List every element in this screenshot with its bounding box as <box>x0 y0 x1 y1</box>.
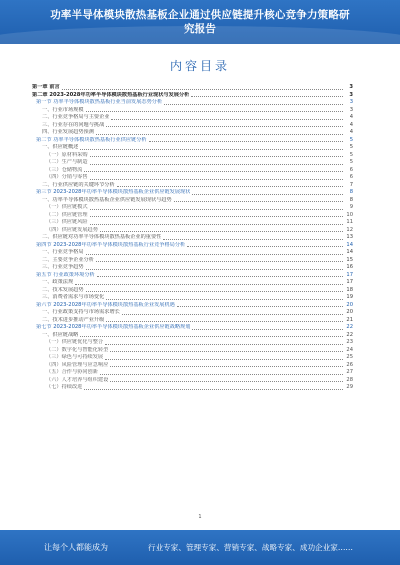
toc-entry-text: 三、行业竞争趋势 <box>42 264 84 270</box>
toc-leader-dots <box>86 291 343 292</box>
toc-entry-text: 一、政策法规 <box>42 279 74 285</box>
toc-entry-page: 17 <box>346 279 353 285</box>
toc-leader-dots <box>84 171 343 172</box>
toc-entry-page: 20 <box>346 309 353 315</box>
toc-entry[interactable] <box>32 234 353 242</box>
toc-entry-page: 7 <box>349 181 353 188</box>
toc-entry-page: 25 <box>346 354 353 360</box>
toc-entry[interactable] <box>32 167 353 175</box>
toc-entry-text: 第六节 2023-2028年功率半导体模块散热基板企业发展机遇 <box>36 301 175 308</box>
toc-entry[interactable] <box>32 227 353 235</box>
toc-entry-text: 一、供应链概述 <box>42 144 79 150</box>
toc-entry-page: 21 <box>346 316 353 323</box>
toc-entry[interactable] <box>32 377 353 385</box>
toc-leader-dots <box>84 389 343 390</box>
toc-entry-page: 3 <box>349 99 353 105</box>
toc-entry-text: 第四节 2023-2028年功率半导体模块散热基板行业竞争格局分析 <box>36 241 186 248</box>
toc-entry-page: 28 <box>346 376 353 383</box>
toc-entry-page: 24 <box>346 346 353 353</box>
toc-entry-text: 二、供应链对功率半导体模块散热基板企业的重要性 <box>42 234 162 240</box>
toc-leader-dots <box>90 216 343 217</box>
toc-entry-text: （三）供应链风险 <box>46 219 88 225</box>
table-of-contents <box>32 84 353 392</box>
footer-slogan-right: 行业专家、管理专家、营销专家、战略专家、成功企业家…… <box>148 543 354 552</box>
toc-entry-page: 15 <box>346 256 353 263</box>
toc-leader-dots <box>80 336 343 337</box>
toc-leader-dots <box>97 276 343 277</box>
toc-entry[interactable] <box>32 152 353 160</box>
toc-leader-dots <box>106 321 343 322</box>
toc-entry-text: （二）生产与制造 <box>46 159 88 165</box>
toc-entry[interactable] <box>32 129 353 137</box>
toc-entry-page: 5 <box>349 136 353 143</box>
toc-leader-dots <box>90 179 343 180</box>
toc-leader-dots <box>192 329 343 330</box>
toc-leader-dots <box>90 164 343 165</box>
toc-entry-page: 14 <box>346 241 353 248</box>
toc-leader-dots <box>164 104 343 105</box>
toc-entry-text: 一、行业市场规模 <box>42 106 84 113</box>
toc-entry-text: （二）供应链管理 <box>46 211 88 218</box>
toc-entry[interactable] <box>32 324 353 332</box>
toc-entry-page: 19 <box>346 294 353 300</box>
toc-leader-dots <box>110 381 343 382</box>
toc-entry[interactable] <box>32 257 353 265</box>
toc-entry-page: 4 <box>349 129 353 135</box>
toc-entry-page: 22 <box>346 324 353 330</box>
toc-entry-page: 3 <box>349 84 353 90</box>
toc-entry-text: 一、功率半导体模块散热基板企业供应链发展现状与趋势 <box>42 196 172 203</box>
toc-entry[interactable] <box>32 137 353 145</box>
toc-entry-page: 4 <box>349 114 353 120</box>
toc-entry[interactable] <box>32 302 353 310</box>
toc-entry-page: 3 <box>349 106 353 113</box>
toc-entry-text: （四）供应链发展趋势 <box>46 226 98 233</box>
toc-entry-text: 第二节 功率半导体模块散热基板行业供应链分析 <box>36 136 147 143</box>
toc-entry[interactable] <box>32 264 353 272</box>
toc-entry-text: （一）供应链优化与整合 <box>46 339 104 345</box>
toc-entry-text: 二、技术进步推动产业升级 <box>42 316 105 323</box>
page-number: 1 <box>198 514 202 520</box>
toc-entry-page: 11 <box>346 219 353 225</box>
toc-leader-dots <box>191 96 343 97</box>
toc-entry-text: （四）分销与零售 <box>46 174 88 180</box>
toc-leader-dots <box>111 119 343 120</box>
toc-leader-dots <box>96 134 343 135</box>
toc-entry-text: （四）风险管理与应急响应 <box>46 361 109 368</box>
toc-leader-dots <box>163 239 343 240</box>
toc-entry-page: 5 <box>349 159 353 165</box>
toc-leader-dots <box>86 254 343 255</box>
report-title-line1: 功率半导体模块散热基板企业通过供应链提升核心竞争力策略研 <box>50 9 350 21</box>
toc-leader-dots <box>192 194 343 195</box>
toc-entry[interactable] <box>32 174 353 182</box>
toc-leader-dots <box>187 246 343 247</box>
toc-entry[interactable] <box>32 339 353 347</box>
toc-entry[interactable] <box>32 369 353 377</box>
toc-entry-text: 第二章 2023-2028年功率半导体模块散热基板行业现状与发展分析 <box>32 91 190 98</box>
toc-entry-page: 6 <box>349 174 353 180</box>
toc-leader-dots <box>110 366 343 367</box>
toc-entry-text: （七）持续改进 <box>46 384 83 390</box>
toc-entry-page: 5 <box>349 151 353 158</box>
toc-entry-page: 22 <box>346 331 353 338</box>
toc-entry-text: 二、主要竞争企业分析 <box>42 256 94 263</box>
toc-entry-text: 一、供应链战略 <box>42 331 79 338</box>
toc-entry-text: 二、行业供应链的关键环节分析 <box>42 181 115 188</box>
footer-slogan-left: 让每个人都能成为 <box>44 543 108 552</box>
toc-entry[interactable] <box>32 279 353 287</box>
toc-entry-text: 第五节 行业政策环境分析 <box>36 271 95 278</box>
toc-leader-dots <box>117 186 343 187</box>
toc-entry[interactable] <box>32 332 353 340</box>
toc-leader-dots <box>100 374 343 375</box>
toc-leader-dots <box>100 231 343 232</box>
toc-entry-page: 5 <box>349 144 353 150</box>
toc-leader-dots <box>105 359 343 360</box>
toc-entry-text: 第一节 功率半导体模块散热基板行业当前发展态势分析 <box>36 99 163 105</box>
toc-leader-dots <box>90 156 343 157</box>
toc-entry-page: 6 <box>349 166 353 173</box>
toc-entry-text: （六）人才培养与组织建设 <box>46 376 109 383</box>
toc-leader-dots <box>75 284 343 285</box>
toc-entry-text: 三、消费者需求与市场变化 <box>42 294 105 300</box>
toc-entry[interactable] <box>32 84 353 92</box>
toc-entry[interactable] <box>32 189 353 197</box>
toc-entry-text: 四、行业发展趋势预测 <box>42 129 94 135</box>
toc-heading: 内容目录 <box>169 59 230 73</box>
toc-entry[interactable] <box>32 272 353 280</box>
toc-entry-text: 二、技术发展趋势 <box>42 286 84 293</box>
toc-entry-page: 18 <box>346 286 353 293</box>
toc-entry[interactable] <box>32 114 353 122</box>
toc-leader-dots <box>122 314 343 315</box>
toc-entry[interactable] <box>32 159 353 167</box>
toc-entry-page: 13 <box>346 234 353 240</box>
footer-banner <box>0 530 400 565</box>
toc-entry-text: 二、行业竞争格局与主要企业 <box>42 114 110 120</box>
toc-entry[interactable] <box>32 249 353 257</box>
toc-leader-dots <box>86 269 343 270</box>
toc-entry-page: 8 <box>349 196 353 203</box>
toc-entry[interactable] <box>32 99 353 107</box>
toc-entry[interactable] <box>32 354 353 362</box>
toc-entry-text: 三、行业存在的问题与挑战 <box>42 121 105 128</box>
report-title <box>40 8 360 36</box>
toc-leader-dots <box>62 89 343 90</box>
toc-leader-dots <box>106 126 343 127</box>
toc-leader-dots <box>86 111 343 112</box>
toc-leader-dots <box>105 344 343 345</box>
toc-entry-page: 27 <box>346 369 353 375</box>
toc-entry[interactable] <box>32 309 353 317</box>
toc-entry-page: 16 <box>346 264 353 270</box>
header-banner <box>0 0 400 44</box>
toc-entry[interactable] <box>32 182 353 190</box>
toc-leader-dots <box>149 141 343 142</box>
toc-leader-dots <box>90 209 343 210</box>
toc-entry-page: 14 <box>346 249 353 255</box>
toc-entry[interactable] <box>32 384 353 392</box>
toc-entry-page: 29 <box>346 384 353 390</box>
toc-entry-text: （一）原材料采购 <box>46 151 88 158</box>
toc-entry[interactable] <box>32 242 353 250</box>
toc-entry-page: 4 <box>349 121 353 128</box>
toc-entry-text: 第七节 2023-2028年功率半导体模块散热基板企业供应链战略规划 <box>36 324 191 330</box>
toc-entry-text: （二）数字化与智能化转型 <box>46 346 109 353</box>
toc-entry-page: 12 <box>346 226 353 233</box>
toc-entry[interactable] <box>32 212 353 220</box>
toc-entry-text: 第三节 2023-2028年功率半导体模块散热基板企业供应链发展现状 <box>36 189 191 195</box>
toc-leader-dots <box>90 224 343 225</box>
toc-entry[interactable] <box>32 294 353 302</box>
toc-entry[interactable] <box>32 219 353 227</box>
toc-entry[interactable] <box>32 287 353 295</box>
toc-entry[interactable] <box>32 362 353 370</box>
toc-entry-page: 8 <box>349 189 353 195</box>
toc-entry-page: 10 <box>346 211 353 218</box>
toc-entry-page: 26 <box>346 361 353 368</box>
toc-entry-page: 17 <box>346 271 353 278</box>
toc-entry-text: （五）合作与协同创新 <box>46 369 98 375</box>
toc-leader-dots <box>96 261 343 262</box>
toc-entry-page: 9 <box>349 204 353 210</box>
toc-leader-dots <box>177 306 343 307</box>
toc-entry-text: 一、行业竞争格局 <box>42 249 84 255</box>
toc-entry[interactable] <box>32 92 353 100</box>
toc-entry[interactable] <box>32 107 353 115</box>
toc-leader-dots <box>174 201 343 202</box>
toc-entry-text: 第一章 前言 <box>32 84 60 90</box>
toc-entry-text: 一、行业政策支持与市场需求增长 <box>42 309 120 315</box>
toc-entry-page: 23 <box>346 339 353 345</box>
toc-entry[interactable] <box>32 317 353 325</box>
toc-entry-text: （三）仓储物流 <box>46 166 83 173</box>
toc-entry[interactable] <box>32 122 353 130</box>
toc-entry[interactable] <box>32 204 353 212</box>
toc-entry-text: （三）绿色与可持续发展 <box>46 354 104 360</box>
toc-entry[interactable] <box>32 197 353 205</box>
toc-leader-dots <box>80 149 343 150</box>
toc-entry[interactable] <box>32 144 353 152</box>
toc-entry[interactable] <box>32 347 353 355</box>
toc-entry-text: （一）供应链模式 <box>46 204 88 210</box>
report-title-line2: 究报告 <box>183 23 217 35</box>
toc-entry-page: 20 <box>346 301 353 308</box>
toc-entry-page: 3 <box>349 91 353 98</box>
toc-leader-dots <box>106 299 343 300</box>
toc-leader-dots <box>110 351 343 352</box>
